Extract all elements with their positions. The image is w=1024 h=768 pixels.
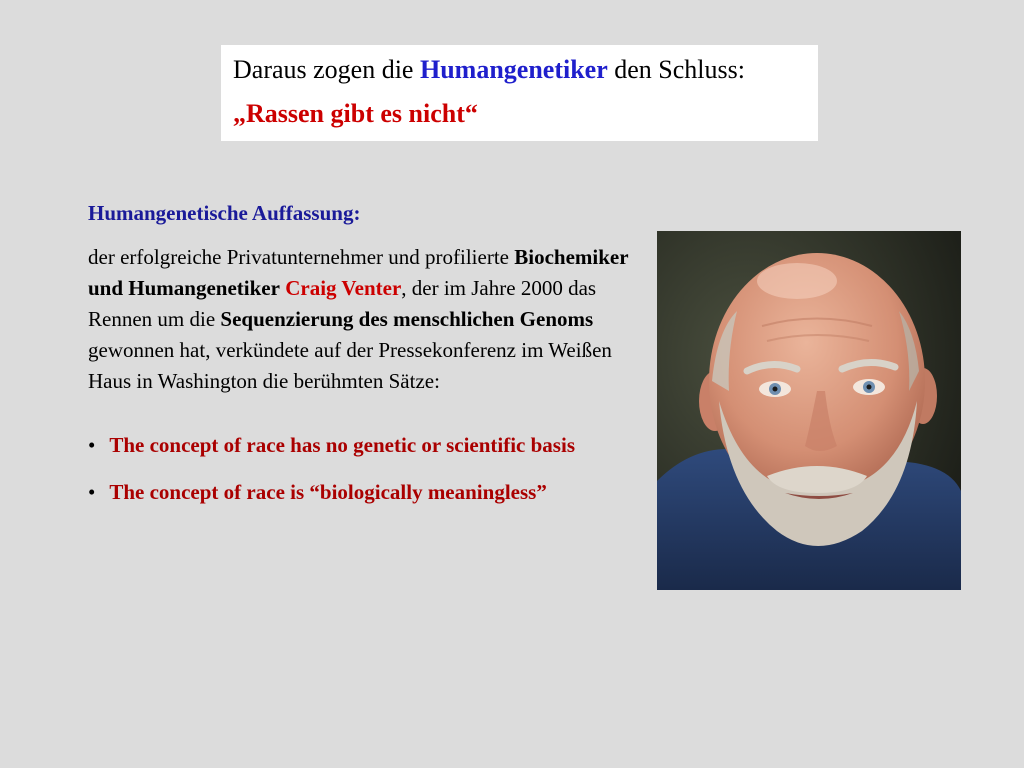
paragraph-bold-role: Biochemiker und Humangenetiker bbox=[88, 245, 629, 300]
person-name: Craig Venter bbox=[285, 276, 402, 300]
bullet-text: The concept of race is “biologically meaningless” bbox=[109, 480, 547, 504]
portrait-photo-icon bbox=[657, 231, 961, 590]
conclusion-intro bbox=[233, 53, 806, 87]
conclusion-suffix: den Schluss: bbox=[607, 55, 745, 84]
bullet-item bbox=[88, 477, 633, 508]
bullet-item bbox=[88, 430, 633, 461]
bullet-marker: • bbox=[88, 480, 96, 504]
paragraph-text-2: , der im Jahre 2000 das Rennen um die bbox=[88, 276, 597, 331]
paragraph-text-3: gewonnen hat, verkündete auf der Pressekonferenz im Weißen Haus in Washington die berühmten Sätze: bbox=[88, 338, 612, 393]
bullet-text: The concept of race has no genetic or scientific basis bbox=[109, 433, 575, 457]
portrait-illustration bbox=[657, 231, 961, 590]
conclusion-box bbox=[221, 45, 818, 141]
section-heading: Humangenetische Auffassung: bbox=[88, 201, 361, 225]
conclusion-emphasis: Humangenetiker bbox=[419, 55, 608, 84]
conclusion-prefix: Daraus zogen die bbox=[233, 55, 420, 84]
paragraph-text-1: der erfolgreiche Privatunternehmer und profilierte bbox=[88, 245, 515, 269]
paragraph-bold-topic: Sequenzierung des menschlichen Genoms bbox=[220, 307, 594, 331]
body-paragraph bbox=[88, 242, 633, 397]
conclusion-quote: „Rassen gibt es nicht“ bbox=[233, 99, 478, 128]
main-content bbox=[88, 198, 633, 524]
quote-bullet-list bbox=[88, 430, 633, 508]
bullet-marker: • bbox=[88, 433, 96, 457]
